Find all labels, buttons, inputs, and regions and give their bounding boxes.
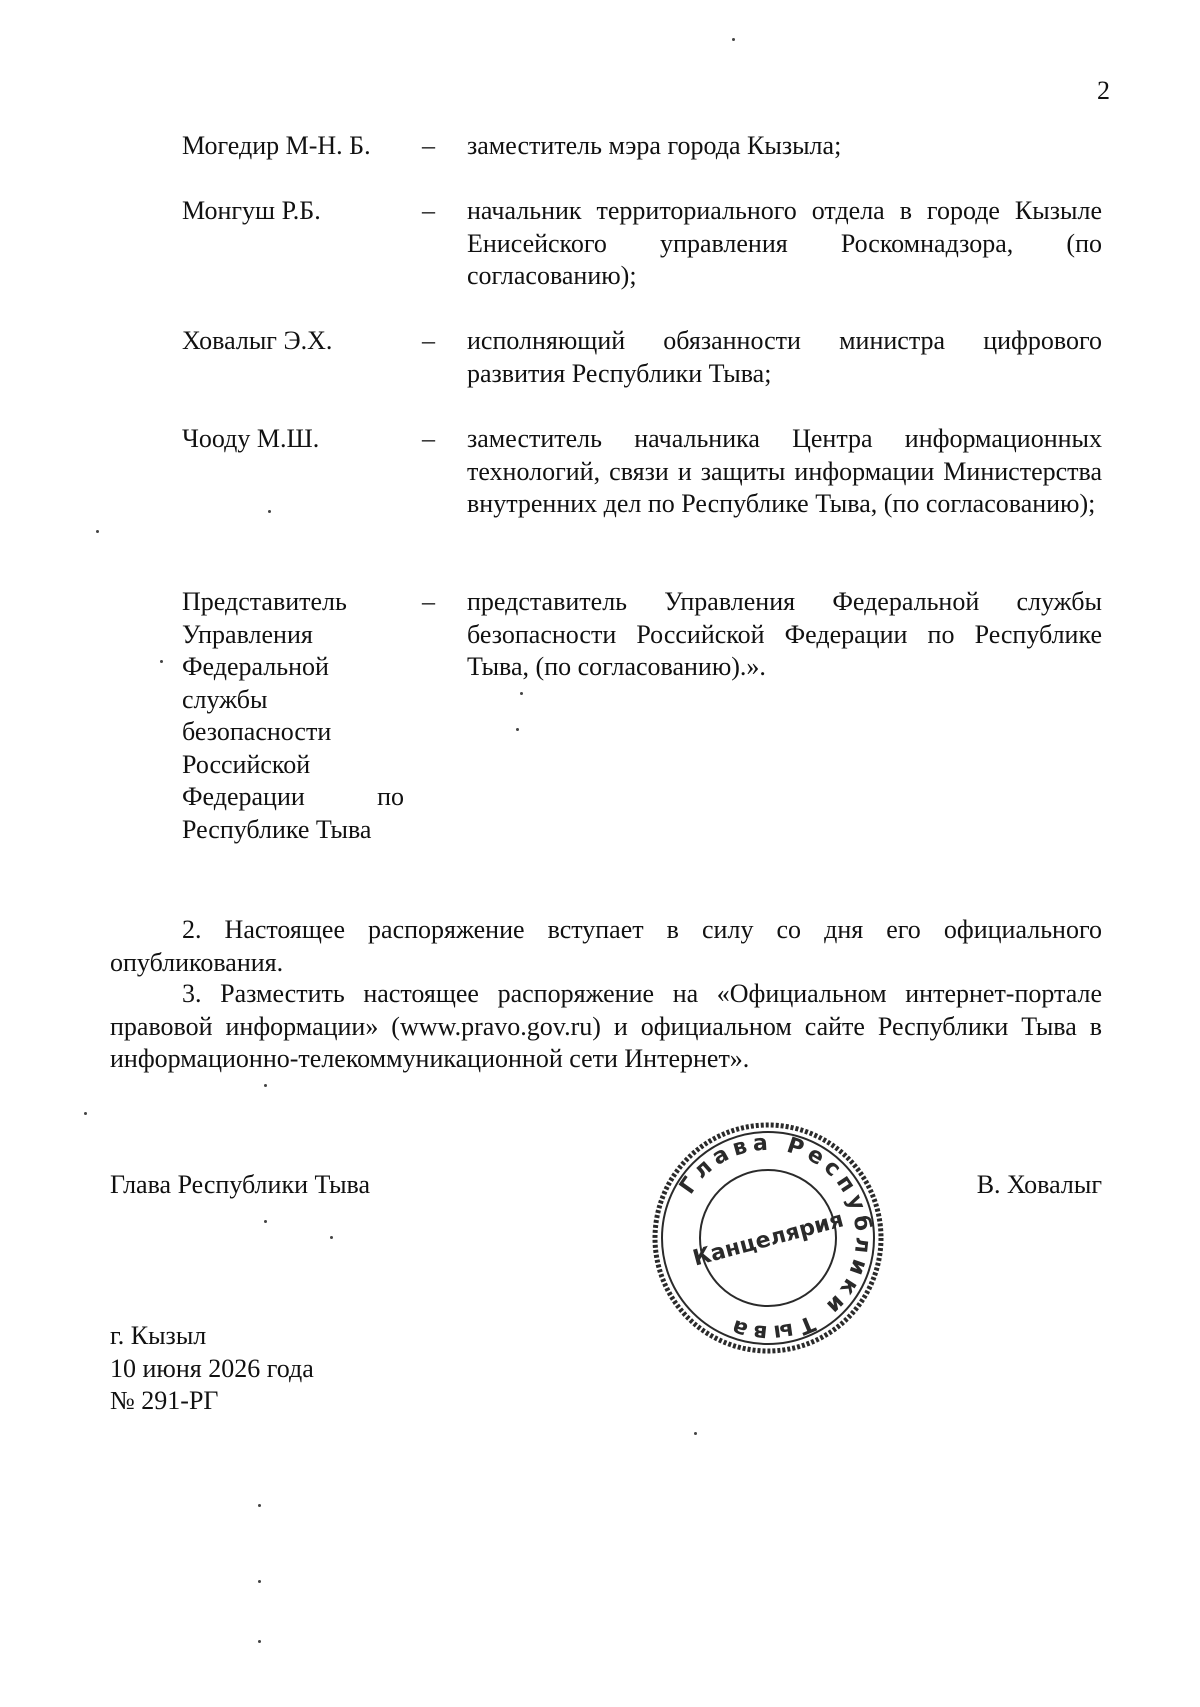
scan-speck: [84, 1112, 87, 1115]
scan-speck: [694, 1432, 697, 1435]
member-name: Представитель Управления Федеральной службы безопасности Российской Федерации по Республике Тыва: [182, 587, 404, 844]
signature-name: В. Ховалыг: [976, 1170, 1102, 1199]
member-row: [182, 130, 1102, 163]
scan-speck: [96, 530, 99, 533]
member-role: начальник территориального отдела в городе Кызыле Енисейского управления Роскомнадзора, (по согласованию);: [467, 196, 1102, 290]
scan-speck: [258, 1640, 261, 1643]
member-row: [182, 325, 1102, 388]
member-name: Чооду М.Ш.: [182, 424, 320, 453]
official-seal: [648, 1118, 888, 1358]
seal-ring-text: Глава Республики Тыва: [674, 1130, 876, 1346]
scan-speck: [516, 728, 519, 731]
member-name: Монгуш Р.Б.: [182, 196, 321, 225]
seal-center-text: Канцелярия: [690, 1207, 847, 1272]
member-dash: –: [422, 196, 435, 225]
scan-speck: [732, 38, 735, 41]
member-role: заместитель мэра города Кызыла;: [467, 131, 842, 160]
member-row: [182, 586, 1102, 846]
signature-position: Глава Республики Тыва: [110, 1170, 371, 1199]
member-role: представитель Управления Федеральной службы безопасности Российской Федерации по Республике Тыва, (по согласованию).».: [467, 587, 1102, 681]
scan-speck: [268, 510, 271, 513]
page-number: 2: [1097, 76, 1110, 105]
document-date: 10 июня 2026 года: [110, 1353, 314, 1383]
scan-speck: [258, 1504, 261, 1507]
scan-speck: [330, 1236, 333, 1239]
scan-speck: [258, 1580, 261, 1583]
member-name: Ховалыг Э.Х.: [182, 326, 333, 355]
member-dash: –: [422, 131, 435, 160]
member-dash: –: [422, 587, 435, 616]
member-role: заместитель начальника Центра информационных технологий, связи и защиты информации Министерства внутренних дел по Республике Тыва, (по согласованию);: [467, 424, 1102, 518]
member-dash: –: [422, 326, 435, 355]
document-footer: [110, 1320, 314, 1418]
member-row: [182, 423, 1102, 518]
member-row: [182, 195, 1102, 290]
document-city: г. Кызыл: [110, 1321, 207, 1350]
scan-speck: [520, 692, 523, 695]
paragraph-publication: 3. Разместить настоящее распоряжение на «Официальном интернет-портале правовой информации» (www.pravo.gov.ru) и официальном сайте Республики Тыва в информационно-телекоммуникационной сети Интернет».: [110, 979, 1102, 1073]
member-dash: –: [422, 424, 435, 453]
member-name: Могедир М-Н. Б.: [182, 131, 371, 160]
scan-speck: [264, 1220, 267, 1223]
scan-speck: [264, 1084, 267, 1087]
document-number: № 291-РГ: [110, 1386, 219, 1415]
member-role: исполняющий обязанности министра цифрового развития Республики Тыва;: [467, 326, 1102, 388]
scan-speck: [160, 660, 163, 663]
paragraph-effective-date: 2. Настоящее распоряжение вступает в силу со дня его официального опубликования.: [110, 915, 1102, 977]
